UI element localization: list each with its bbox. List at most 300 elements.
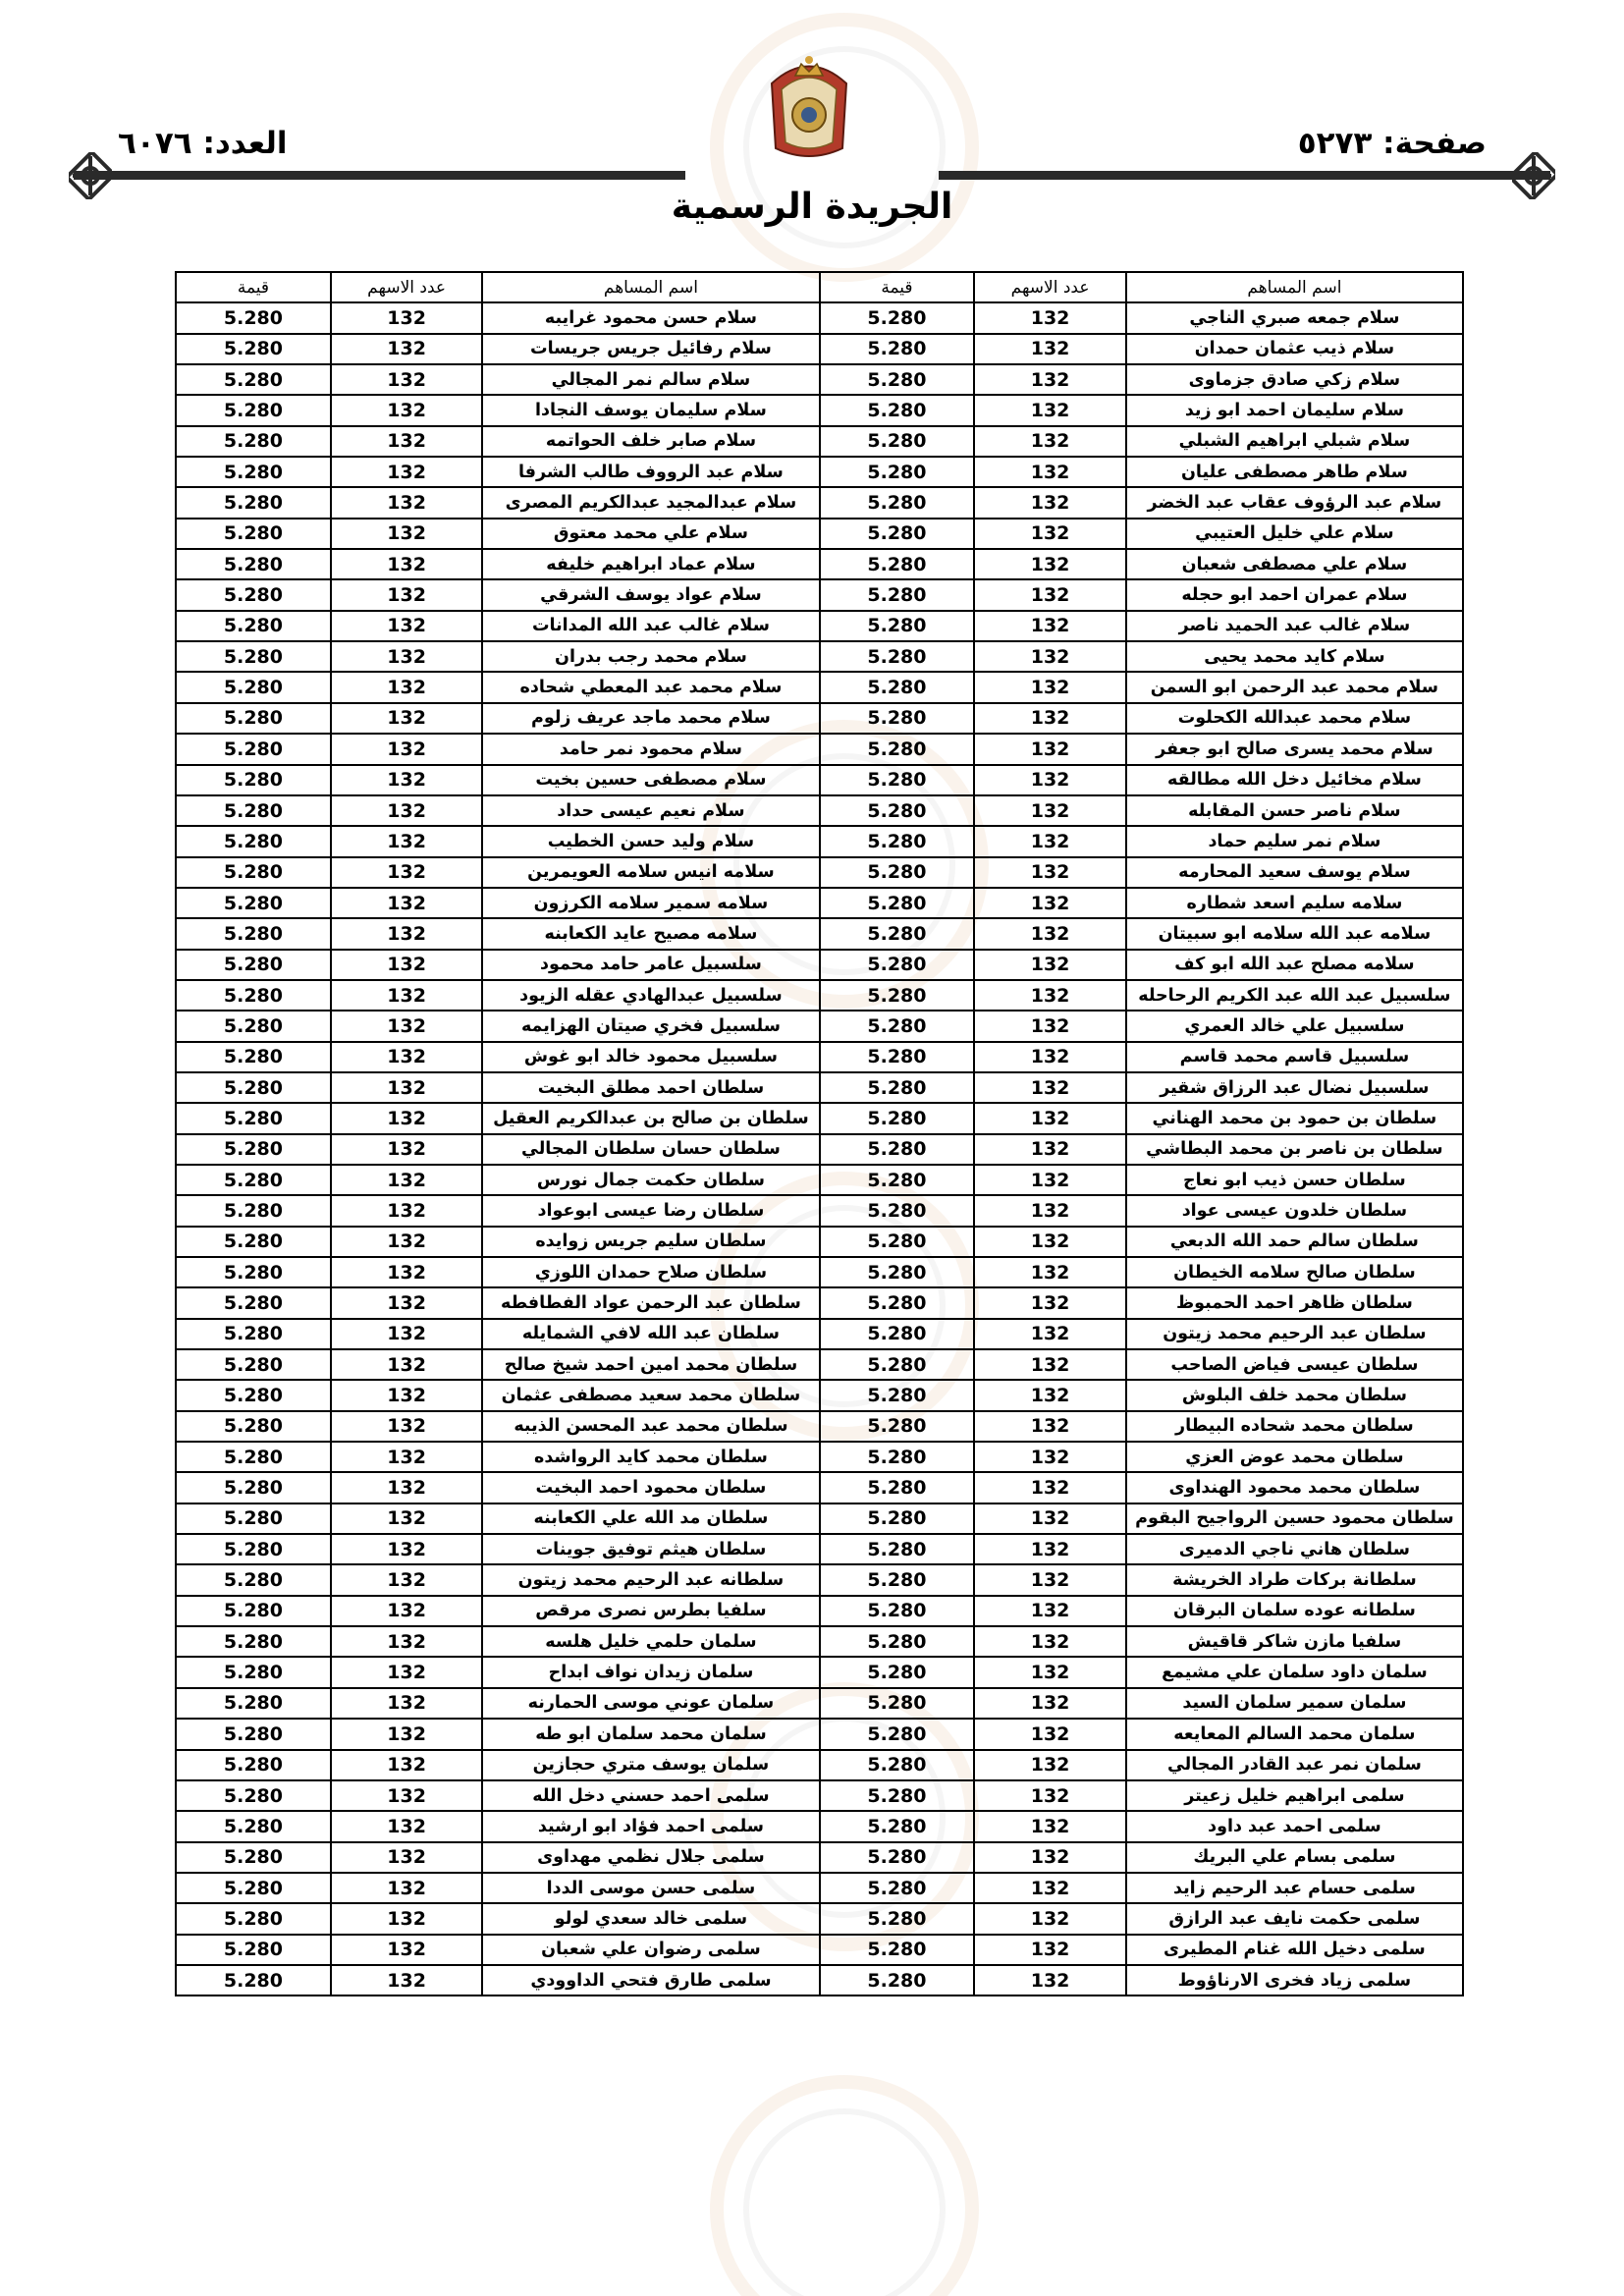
share-count-cell: 132: [331, 857, 482, 888]
share-count-cell: 132: [331, 1842, 482, 1873]
share-value-cell: 5.280: [176, 1842, 331, 1873]
shareholder-name-cell: سلام وليد حسن الخطيب: [482, 826, 819, 856]
share-count-cell: 132: [974, 1657, 1125, 1687]
share-count-cell: 132: [331, 1380, 482, 1410]
share-value-cell: 5.280: [820, 1165, 975, 1195]
shareholder-name-cell: سلطان مد الله علي الكعابنه: [482, 1503, 819, 1534]
share-count-cell: 132: [974, 1965, 1125, 1995]
share-value-cell: 5.280: [820, 1442, 975, 1472]
shareholder-name-cell: سلطان عبد الله لافي الشمايله: [482, 1319, 819, 1349]
shareholder-name-cell: سلام محمد يسرى صالح ابو جعفر: [1126, 734, 1463, 764]
share-value-cell: 5.280: [820, 672, 975, 702]
table-row: [176, 487, 1463, 518]
shareholder-name-cell: سلمى احمد حسني دخل الله: [482, 1780, 819, 1811]
share-count-cell: 132: [331, 487, 482, 518]
table-row: [176, 1564, 1463, 1595]
share-value-cell: 5.280: [176, 1811, 331, 1841]
shareholder-name-cell: سلام مصطفى حسين بخيت: [482, 765, 819, 795]
share-value-cell: 5.280: [820, 1349, 975, 1380]
share-count-cell: 132: [331, 1903, 482, 1934]
table-row: [176, 1780, 1463, 1811]
shareholder-name-cell: سلام مخائيل دخل الله مطالقه: [1126, 765, 1463, 795]
share-count-cell: 132: [331, 1011, 482, 1041]
share-count-cell: 132: [331, 1780, 482, 1811]
shareholder-name-cell: سلام عمران احمد ابو حجله: [1126, 579, 1463, 610]
shareholder-name-cell: سلام حسن محمود غرايبه: [482, 302, 819, 333]
share-value-cell: 5.280: [820, 1287, 975, 1318]
share-count-cell: 132: [974, 1873, 1125, 1903]
share-count-cell: 132: [331, 1564, 482, 1595]
table-row: [176, 1811, 1463, 1841]
table-row: [176, 1596, 1463, 1626]
share-value-cell: 5.280: [176, 1626, 331, 1657]
share-value-cell: 5.280: [820, 641, 975, 672]
share-count-cell: 132: [331, 519, 482, 549]
shareholder-name-cell: سلطانه عوده سلمان البرقان: [1126, 1596, 1463, 1626]
share-count-cell: 132: [331, 611, 482, 641]
shareholder-name-cell: سلام شبلي ابراهيم الشبلي: [1126, 426, 1463, 457]
share-count-cell: 132: [331, 457, 482, 487]
coat-of-arms-emblem: [762, 54, 856, 162]
table-row: [176, 1873, 1463, 1903]
shareholder-name-cell: سلطان محمد محمود الهنداوى: [1126, 1472, 1463, 1503]
shareholder-name-cell: سلمان محمد سلمان ابو طه: [482, 1719, 819, 1749]
share-value-cell: 5.280: [176, 1319, 331, 1349]
table-row: [176, 1257, 1463, 1287]
shareholder-name-cell: سلطان صالح سلامه الخيطان: [1126, 1257, 1463, 1287]
share-count-cell: 132: [331, 703, 482, 734]
shareholder-name-cell: سلام محمود نمر حامد: [482, 734, 819, 764]
table-row: [176, 1965, 1463, 1995]
share-value-cell: 5.280: [176, 765, 331, 795]
shareholder-name-cell: سلام كايد محمد يحيى: [1126, 641, 1463, 672]
share-value-cell: 5.280: [176, 950, 331, 980]
share-value-cell: 5.280: [176, 1657, 331, 1687]
share-count-cell: 132: [331, 918, 482, 949]
table-row: [176, 1503, 1463, 1534]
shareholder-name-cell: سلطان محمود احمد البخيت: [482, 1472, 819, 1503]
share-count-cell: 132: [974, 1319, 1125, 1349]
shareholder-name-cell: سلام محمد ماجد عريف زلوم: [482, 703, 819, 734]
share-value-cell: 5.280: [176, 1750, 331, 1780]
share-value-cell: 5.280: [820, 1780, 975, 1811]
table-row: [176, 1442, 1463, 1472]
table-row: [176, 334, 1463, 364]
share-value-cell: 5.280: [820, 1534, 975, 1564]
share-value-cell: 5.280: [176, 1195, 331, 1226]
share-count-cell: 132: [974, 888, 1125, 918]
share-value-cell: 5.280: [176, 1011, 331, 1041]
share-value-cell: 5.280: [176, 1442, 331, 1472]
share-count-cell: 132: [974, 1564, 1125, 1595]
shareholder-name-cell: سلطان محمد سعيد مصطفى عثمان: [482, 1380, 819, 1410]
share-count-cell: 132: [974, 1380, 1125, 1410]
table-row: [176, 1011, 1463, 1041]
share-value-cell: 5.280: [820, 302, 975, 333]
shareholder-name-cell: سلمى حكمت نايف عبد الرازق: [1126, 1903, 1463, 1934]
share-count-cell: 132: [331, 1134, 482, 1165]
share-count-cell: 132: [331, 1411, 482, 1442]
shareholder-name-cell: سلمان يوسف متري حجازين: [482, 1750, 819, 1780]
table-row: [176, 611, 1463, 641]
shareholder-name-cell: سلمى احمد عبد داود: [1126, 1811, 1463, 1841]
table-row: [176, 1319, 1463, 1349]
shareholder-name-cell: سلمى جلال نظمي مهداوى: [482, 1842, 819, 1873]
share-value-cell: 5.280: [176, 980, 331, 1011]
share-count-cell: 132: [974, 1442, 1125, 1472]
share-value-cell: 5.280: [176, 1935, 331, 1965]
shareholder-name-cell: سلام عواد يوسف الشرقي: [482, 579, 819, 610]
shareholder-name-cell: سلسبيل عبد الله عبد الكريم الرحاحله: [1126, 980, 1463, 1011]
shareholder-name-cell: سلطان حسان سلطان المجالي: [482, 1134, 819, 1165]
table-row: [176, 1349, 1463, 1380]
shareholder-name-cell: سلطان عيسى فياض الصاحب: [1126, 1349, 1463, 1380]
share-count-cell: 132: [331, 1257, 482, 1287]
share-count-cell: 132: [331, 302, 482, 333]
shareholder-name-cell: سلام سالم نمر المجالي: [482, 364, 819, 395]
shareholder-name-cell: سلمان نمر عبد القادر المجالي: [1126, 1750, 1463, 1780]
share-value-cell: 5.280: [820, 549, 975, 579]
share-count-cell: 132: [974, 487, 1125, 518]
share-value-cell: 5.280: [176, 1472, 331, 1503]
table-row: [176, 1227, 1463, 1257]
issue-number-label: العدد: ٦٠٧٦: [118, 126, 288, 161]
share-value-cell: 5.280: [820, 1965, 975, 1995]
table-row: [176, 1042, 1463, 1072]
shareholder-name-cell: سلام سليمان احمد ابو زيد: [1126, 395, 1463, 425]
shareholder-name-cell: سلطان بن ناصر بن محمد البطاشي: [1126, 1134, 1463, 1165]
share-count-cell: 132: [331, 426, 482, 457]
share-count-cell: 132: [331, 734, 482, 764]
share-value-cell: 5.280: [820, 1811, 975, 1841]
share-value-cell: 5.280: [820, 1842, 975, 1873]
shareholder-name-cell: سلمى دخيل الله غنام المطيرى: [1126, 1935, 1463, 1965]
table-row: [176, 1935, 1463, 1965]
column-header: اسم المساهم: [482, 272, 819, 302]
shareholder-name-cell: سلطان عبد الرحيم محمد زيتون: [1126, 1319, 1463, 1349]
shareholder-name-cell: سلامه انيس سلامه العويمرين: [482, 857, 819, 888]
shareholder-name-cell: سلطان ظاهر احمد الحمبوظ: [1126, 1287, 1463, 1318]
share-count-cell: 132: [331, 1165, 482, 1195]
shareholder-name-cell: سلمان داود سلمان علي مشيمع: [1126, 1657, 1463, 1687]
share-value-cell: 5.280: [176, 1227, 331, 1257]
shareholder-name-cell: سلطان حسن ذيب ابو نعاج: [1126, 1165, 1463, 1195]
share-count-cell: 132: [974, 1935, 1125, 1965]
share-count-cell: 132: [974, 703, 1125, 734]
share-count-cell: 132: [974, 1719, 1125, 1749]
shareholder-name-cell: سلام محمد عبدالله الكحلوت: [1126, 703, 1463, 734]
share-count-cell: 132: [331, 1688, 482, 1719]
share-count-cell: 132: [974, 1257, 1125, 1287]
share-count-cell: 132: [331, 765, 482, 795]
page-number-label: صفحة: ٥٢٧٣: [1297, 126, 1487, 161]
share-count-cell: 132: [974, 579, 1125, 610]
table-header-row: [176, 272, 1463, 302]
share-count-cell: 132: [974, 826, 1125, 856]
shareholder-name-cell: سلام محمد عبد المعطي شحاده: [482, 672, 819, 702]
shareholder-name-cell: سلام يوسف سعيد المحارمه: [1126, 857, 1463, 888]
share-count-cell: 132: [974, 1503, 1125, 1534]
table-row: [176, 734, 1463, 764]
shareholder-name-cell: سلطان محمود حسين الرواجيح البقوم: [1126, 1503, 1463, 1534]
shareholder-name-cell: سلام نعيم عيسى حداد: [482, 795, 819, 826]
share-value-cell: 5.280: [176, 1257, 331, 1287]
table-row: [176, 549, 1463, 579]
table-row: [176, 1750, 1463, 1780]
shareholder-name-cell: سلفيا مازن شاكر قاقيش: [1126, 1626, 1463, 1657]
shareholder-name-cell: سلسبيل محمود خالد ابو غوش: [482, 1042, 819, 1072]
share-count-cell: 132: [974, 364, 1125, 395]
share-value-cell: 5.280: [176, 1564, 331, 1595]
share-value-cell: 5.280: [176, 334, 331, 364]
share-value-cell: 5.280: [176, 549, 331, 579]
shareholder-name-cell: سلطان محمد امين احمد شيخ صالح: [482, 1349, 819, 1380]
shareholder-name-cell: سلام زكي صادق جزماوى: [1126, 364, 1463, 395]
shareholder-name-cell: سلام عماد ابراهيم خليفه: [482, 549, 819, 579]
share-value-cell: 5.280: [820, 1657, 975, 1687]
table-row: [176, 519, 1463, 549]
shareholder-name-cell: سلطان خلدون عيسى عواد: [1126, 1195, 1463, 1226]
table-row: [176, 302, 1463, 333]
share-count-cell: 132: [331, 364, 482, 395]
share-value-cell: 5.280: [176, 1134, 331, 1165]
share-value-cell: 5.280: [176, 1380, 331, 1410]
share-value-cell: 5.280: [820, 1688, 975, 1719]
share-value-cell: 5.280: [820, 1411, 975, 1442]
share-count-cell: 132: [974, 1411, 1125, 1442]
share-value-cell: 5.280: [176, 1042, 331, 1072]
share-value-cell: 5.280: [820, 1750, 975, 1780]
table-row: [176, 1103, 1463, 1133]
share-count-cell: 132: [974, 918, 1125, 949]
share-value-cell: 5.280: [176, 1903, 331, 1934]
shareholder-name-cell: سلطان رضا عيسى ابوعواد: [482, 1195, 819, 1226]
share-value-cell: 5.280: [820, 395, 975, 425]
share-value-cell: 5.280: [820, 457, 975, 487]
share-value-cell: 5.280: [820, 1257, 975, 1287]
shareholder-name-cell: سلفيا بطرس نصرى مرقص: [482, 1596, 819, 1626]
shareholder-name-cell: سلمى بسام علي البريك: [1126, 1842, 1463, 1873]
shareholder-name-cell: سلطانة بركات طراد الخريشة: [1126, 1564, 1463, 1595]
share-count-cell: 132: [974, 395, 1125, 425]
share-count-cell: 132: [974, 1349, 1125, 1380]
table-row: [176, 950, 1463, 980]
share-count-cell: 132: [974, 1903, 1125, 1934]
share-value-cell: 5.280: [820, 1503, 975, 1534]
share-value-cell: 5.280: [176, 302, 331, 333]
share-value-cell: 5.280: [176, 519, 331, 549]
share-value-cell: 5.280: [820, 487, 975, 518]
share-count-cell: 132: [974, 1626, 1125, 1657]
shareholder-name-cell: سلمى خالد سعدي لولو: [482, 1903, 819, 1934]
shareholder-name-cell: سلام علي مصطفى شعبان: [1126, 549, 1463, 579]
table-row: [176, 1165, 1463, 1195]
shareholder-name-cell: سلطان عبد الرحمن عواد الفطافطه: [482, 1287, 819, 1318]
table-row: [176, 395, 1463, 425]
share-value-cell: 5.280: [820, 1319, 975, 1349]
table-row: [176, 1287, 1463, 1318]
share-value-cell: 5.280: [820, 1626, 975, 1657]
share-count-cell: 132: [974, 1195, 1125, 1226]
share-value-cell: 5.280: [820, 611, 975, 641]
share-value-cell: 5.280: [820, 765, 975, 795]
share-count-cell: 132: [974, 549, 1125, 579]
shareholder-name-cell: سلام عبدالمجيد عبدالكريم المصرى: [482, 487, 819, 518]
column-header: قيمة: [176, 272, 331, 302]
share-count-cell: 132: [331, 395, 482, 425]
shareholder-name-cell: سلطان حكمت جمال نورس: [482, 1165, 819, 1195]
table-row: [176, 457, 1463, 487]
share-count-cell: 132: [974, 1596, 1125, 1626]
table-row: [176, 1719, 1463, 1749]
shareholder-name-cell: سلام علي محمد معتوق: [482, 519, 819, 549]
share-value-cell: 5.280: [820, 1873, 975, 1903]
share-count-cell: 132: [331, 1935, 482, 1965]
shareholder-name-cell: سلام سليمان يوسف النجادا: [482, 395, 819, 425]
share-count-cell: 132: [974, 857, 1125, 888]
table-row: [176, 1380, 1463, 1410]
table-row: [176, 918, 1463, 949]
share-value-cell: 5.280: [176, 1165, 331, 1195]
shareholder-name-cell: سلام محمد عبد الرحمن ابو السمن: [1126, 672, 1463, 702]
share-value-cell: 5.280: [820, 1042, 975, 1072]
share-count-cell: 132: [974, 795, 1125, 826]
table-row: [176, 888, 1463, 918]
shareholder-name-cell: سلام رفائيل جريس جريسات: [482, 334, 819, 364]
share-value-cell: 5.280: [176, 611, 331, 641]
gazette-title: الجريدة الرسمية: [671, 187, 953, 227]
share-count-cell: 132: [974, 457, 1125, 487]
shareholder-name-cell: سلام غالب عبد الله المدانات: [482, 611, 819, 641]
share-count-cell: 132: [974, 765, 1125, 795]
share-value-cell: 5.280: [176, 641, 331, 672]
share-value-cell: 5.280: [176, 888, 331, 918]
share-value-cell: 5.280: [176, 1503, 331, 1534]
share-value-cell: 5.280: [820, 1227, 975, 1257]
table-row: [176, 364, 1463, 395]
share-value-cell: 5.280: [820, 519, 975, 549]
share-value-cell: 5.280: [176, 487, 331, 518]
share-value-cell: 5.280: [176, 395, 331, 425]
share-count-cell: 132: [331, 980, 482, 1011]
share-count-cell: 132: [331, 1072, 482, 1103]
table-row: [176, 1472, 1463, 1503]
shareholder-name-cell: سلام ناصر حسن المقابله: [1126, 795, 1463, 826]
share-count-cell: 132: [331, 1965, 482, 1995]
share-value-cell: 5.280: [176, 1965, 331, 1995]
shareholder-name-cell: سلام صابر خلف الحواتمه: [482, 426, 819, 457]
shareholder-name-cell: سلام ذيب عثمان حمدان: [1126, 334, 1463, 364]
shareholder-name-cell: سلطان سالم حمد الله الدبعي: [1126, 1227, 1463, 1257]
share-count-cell: 132: [974, 1134, 1125, 1165]
shareholder-name-cell: سلام علي خليل العتيبي: [1126, 519, 1463, 549]
share-count-cell: 132: [331, 1042, 482, 1072]
shareholder-name-cell: سلطان بن صالح بن عبدالكريم العقيل: [482, 1103, 819, 1133]
shareholder-name-cell: سلمان حلمي خليل هلسه: [482, 1626, 819, 1657]
share-value-cell: 5.280: [820, 1903, 975, 1934]
shareholder-name-cell: سلمان زيدان نواف ابداح: [482, 1657, 819, 1687]
share-count-cell: 132: [974, 1287, 1125, 1318]
share-count-cell: 132: [974, 1842, 1125, 1873]
share-value-cell: 5.280: [820, 1072, 975, 1103]
share-count-cell: 132: [331, 1472, 482, 1503]
share-count-cell: 132: [331, 1750, 482, 1780]
shareholder-name-cell: سلطان هيثم توفيق جوينات: [482, 1534, 819, 1564]
shareholder-name-cell: سلطان محمد شحاده البيطار: [1126, 1411, 1463, 1442]
share-count-cell: 132: [974, 641, 1125, 672]
shareholder-name-cell: سلطان احمد مطلق البخيت: [482, 1072, 819, 1103]
shareholder-name-cell: سلسبيل علي خالد العمري: [1126, 1011, 1463, 1041]
share-count-cell: 132: [974, 672, 1125, 702]
table-row: [176, 1688, 1463, 1719]
share-value-cell: 5.280: [176, 1349, 331, 1380]
share-value-cell: 5.280: [820, 1935, 975, 1965]
table-row: [176, 1534, 1463, 1564]
shareholder-name-cell: سلسبيل قاسم محمد قاسم: [1126, 1042, 1463, 1072]
share-value-cell: 5.280: [176, 1534, 331, 1564]
share-count-cell: 132: [974, 1750, 1125, 1780]
shareholder-name-cell: سلامه مصيح عايد الكعابنه: [482, 918, 819, 949]
share-count-cell: 132: [974, 734, 1125, 764]
table-row: [176, 1195, 1463, 1226]
share-count-cell: 132: [331, 1719, 482, 1749]
share-count-cell: 132: [974, 1072, 1125, 1103]
share-count-cell: 132: [331, 1103, 482, 1133]
shareholder-name-cell: سلام عبد الرؤوف عقاب عبد الخضر: [1126, 487, 1463, 518]
share-value-cell: 5.280: [176, 703, 331, 734]
share-count-cell: 132: [331, 1657, 482, 1687]
share-count-cell: 132: [331, 1195, 482, 1226]
table-row: [176, 1134, 1463, 1165]
shareholder-name-cell: سلسبيل عامر حامد محمود: [482, 950, 819, 980]
shareholder-name-cell: سلمى رضوان علي شعبان: [482, 1935, 819, 1965]
share-count-cell: 132: [331, 334, 482, 364]
shareholder-name-cell: سلطان هاني ناجي الدميرى: [1126, 1534, 1463, 1564]
shareholder-name-cell: سلطان محمد عبد المحسن الذيبه: [482, 1411, 819, 1442]
share-count-cell: 132: [331, 1349, 482, 1380]
shareholder-name-cell: سلام جمعه صبري الناجي: [1126, 302, 1463, 333]
shareholder-name-cell: سلمى ابراهيم خليل زعيتر: [1126, 1780, 1463, 1811]
shareholder-name-cell: سلطان محمد كايد الرواشده: [482, 1442, 819, 1472]
share-value-cell: 5.280: [820, 888, 975, 918]
share-count-cell: 132: [331, 549, 482, 579]
share-value-cell: 5.280: [820, 980, 975, 1011]
share-value-cell: 5.280: [820, 1380, 975, 1410]
table-row: [176, 641, 1463, 672]
table-row: [176, 857, 1463, 888]
column-header: عدد الاسهم: [974, 272, 1125, 302]
share-count-cell: 132: [331, 950, 482, 980]
shareholder-name-cell: سلمان محمد السالم المعايعه: [1126, 1719, 1463, 1749]
share-value-cell: 5.280: [176, 1287, 331, 1318]
header-rule-right: [939, 171, 1550, 180]
shareholder-name-cell: سلمى زياد فخرى الارناؤوط: [1126, 1965, 1463, 1995]
share-count-cell: 132: [974, 1811, 1125, 1841]
header-rule-left: [74, 171, 685, 180]
share-value-cell: 5.280: [176, 1103, 331, 1133]
shareholder-name-cell: سلمى حسن موسى الددا: [482, 1873, 819, 1903]
shareholder-name-cell: سلامه سليم اسعد شطاره: [1126, 888, 1463, 918]
share-value-cell: 5.280: [176, 1072, 331, 1103]
shareholders-table: [175, 271, 1464, 1996]
share-value-cell: 5.280: [820, 918, 975, 949]
table-row: [176, 1072, 1463, 1103]
share-count-cell: 132: [331, 1873, 482, 1903]
share-value-cell: 5.280: [176, 1596, 331, 1626]
share-count-cell: 132: [974, 1534, 1125, 1564]
table-row: [176, 426, 1463, 457]
share-value-cell: 5.280: [820, 826, 975, 856]
